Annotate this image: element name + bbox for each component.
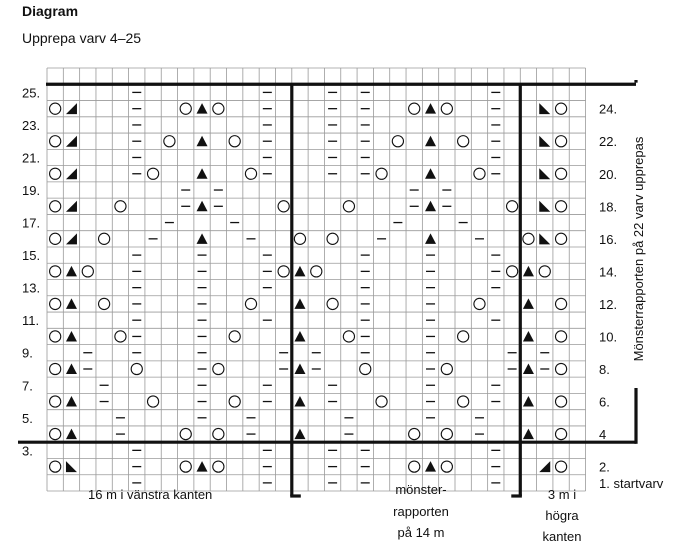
row-label-right: 16. [599, 231, 618, 247]
yarn-over-icon [409, 103, 420, 114]
yarn-over-icon [555, 103, 566, 114]
centered-decrease-icon [197, 461, 208, 472]
centered-decrease-icon [66, 266, 77, 277]
centered-decrease-icon [197, 103, 208, 114]
row-label-right: 24. [599, 101, 618, 117]
yarn-over-icon [327, 233, 338, 244]
yarn-over-icon [523, 233, 534, 244]
yarn-over-icon [441, 428, 452, 439]
left-edge-label: 16 m i vänstra kanten [88, 487, 213, 502]
centered-decrease-icon [294, 396, 305, 407]
row-label-left: 3. [22, 443, 33, 459]
right-edge-label-line-2: högra [545, 508, 579, 523]
centered-decrease-icon [523, 298, 534, 309]
row-label-right: 2. [599, 459, 610, 475]
yarn-over-icon [50, 298, 61, 309]
centered-decrease-icon [425, 233, 436, 244]
yarn-over-icon [474, 168, 485, 179]
row-label-left: 7. [22, 378, 33, 394]
row-label-right: 14. [599, 264, 618, 280]
centered-decrease-icon [523, 429, 534, 440]
yarn-over-icon [555, 136, 566, 147]
yarn-over-icon [115, 201, 126, 212]
row-label-left: 25. [22, 85, 41, 101]
ssk-icon [539, 233, 550, 244]
ssk-icon [539, 103, 550, 114]
yarn-over-icon [50, 363, 61, 374]
yarn-over-icon [245, 168, 256, 179]
row-label-left: 11. [22, 313, 40, 329]
yarn-over-icon [213, 428, 224, 439]
centered-decrease-icon [523, 266, 534, 277]
row-label-right: 22. [599, 134, 618, 150]
row-label-right: 12. [599, 296, 618, 312]
k2tog-icon [66, 103, 77, 114]
centered-decrease-icon [294, 363, 305, 374]
yarn-over-icon [507, 201, 518, 212]
k2tog-icon [66, 168, 77, 179]
yarn-over-icon [50, 396, 61, 407]
centered-decrease-icon [425, 168, 436, 179]
yarn-over-icon [131, 363, 142, 374]
k2tog-icon [66, 136, 77, 147]
yarn-over-icon [555, 233, 566, 244]
yarn-over-icon [147, 168, 158, 179]
row-labels [22, 85, 664, 490]
row-label-left: 23. [22, 117, 41, 133]
yarn-over-icon [50, 461, 61, 472]
yarn-over-icon [555, 396, 566, 407]
yarn-over-icon [213, 363, 224, 374]
centered-decrease-icon [523, 396, 534, 407]
row-label-left: 19. [22, 183, 41, 199]
yarn-over-icon [555, 461, 566, 472]
yarn-over-icon [392, 136, 403, 147]
centered-decrease-icon [294, 429, 305, 440]
yarn-over-icon [213, 103, 224, 114]
centered-decrease-icon [66, 363, 77, 374]
yarn-over-icon [458, 136, 469, 147]
row-label-left: 5. [22, 410, 33, 426]
yarn-over-icon [441, 363, 452, 374]
yarn-over-icon [376, 168, 387, 179]
row-label-right: 1. startvarv [599, 475, 664, 491]
yarn-over-icon [147, 396, 158, 407]
centered-decrease-icon [294, 298, 305, 309]
diagram-title: Diagram [22, 3, 79, 19]
centered-decrease-icon [66, 298, 77, 309]
repeat-label-line-3: på 14 m [397, 525, 445, 540]
centered-decrease-icon [294, 266, 305, 277]
yarn-over-icon [180, 103, 191, 114]
yarn-over-icon [409, 461, 420, 472]
row-label-right: 8. [599, 361, 610, 377]
yarn-over-icon [213, 461, 224, 472]
yarn-over-icon [50, 168, 61, 179]
yarn-over-icon [539, 266, 550, 277]
centered-decrease-icon [66, 396, 77, 407]
row-label-right: 18. [599, 199, 618, 215]
yarn-over-icon [50, 136, 61, 147]
yarn-over-icon [278, 201, 289, 212]
centered-decrease-icon [66, 331, 77, 342]
yarn-over-icon [555, 168, 566, 179]
yarn-over-icon [229, 136, 240, 147]
yarn-over-icon [555, 363, 566, 374]
centered-decrease-icon [197, 201, 208, 212]
yarn-over-icon [327, 298, 338, 309]
yarn-over-icon [245, 298, 256, 309]
centered-decrease-icon [197, 136, 208, 147]
yarn-over-icon [311, 266, 322, 277]
centered-decrease-icon [425, 136, 436, 147]
centered-decrease-icon [66, 429, 77, 440]
yarn-over-icon [555, 331, 566, 342]
yarn-over-icon [360, 363, 371, 374]
yarn-over-icon [343, 201, 354, 212]
k2tog-icon [539, 461, 550, 472]
ssk-icon [539, 168, 550, 179]
centered-decrease-icon [197, 168, 208, 179]
centered-decrease-icon [425, 103, 436, 114]
repeat-label-line-2: rapporten [393, 504, 449, 519]
yarn-over-icon [507, 266, 518, 277]
yarn-over-icon [99, 298, 110, 309]
ssk-icon [539, 201, 550, 212]
row-label-right: 20. [599, 166, 618, 182]
yarn-over-icon [474, 298, 485, 309]
k2tog-icon [66, 201, 77, 212]
centered-decrease-icon [425, 201, 436, 212]
yarn-over-icon [555, 428, 566, 439]
repeat-label-line-1: mönster- [395, 482, 447, 497]
yarn-over-icon [164, 136, 175, 147]
yarn-over-icon [229, 396, 240, 407]
yarn-over-icon [441, 103, 452, 114]
right-edge-label-line-1: 3 m i [547, 487, 577, 502]
yarn-over-icon [294, 233, 305, 244]
yarn-over-icon [99, 233, 110, 244]
row-label-left: 21. [22, 150, 41, 166]
yarn-over-icon [82, 266, 93, 277]
k2tog-icon [66, 233, 77, 244]
ssk-icon [66, 461, 77, 472]
row-label-left: 9. [22, 345, 33, 361]
yarn-over-icon [343, 331, 354, 342]
grid-lines [47, 68, 586, 491]
yarn-over-icon [441, 461, 452, 472]
row-label-left: 15. [22, 248, 41, 264]
centered-decrease-icon [425, 461, 436, 472]
yarn-over-icon [50, 331, 61, 342]
yarn-over-icon [458, 396, 469, 407]
repeat-vertical-label: Mönsterrapporten på 22 varv upprepas [631, 136, 646, 362]
yarn-over-icon [115, 331, 126, 342]
yarn-over-icon [458, 331, 469, 342]
yarn-over-icon [180, 461, 191, 472]
yarn-over-icon [278, 266, 289, 277]
centered-decrease-icon [197, 233, 208, 244]
yarn-over-icon [180, 428, 191, 439]
yarn-over-icon [50, 233, 61, 244]
ssk-icon [539, 136, 550, 147]
yarn-over-icon [376, 396, 387, 407]
row-label-right: 6. [599, 394, 610, 410]
centered-decrease-icon [523, 331, 534, 342]
diagram-subtitle: Upprepa varv 4–25 [22, 30, 142, 46]
yarn-over-icon [50, 428, 61, 439]
row-label-right: 4 [599, 427, 607, 443]
yarn-over-icon [555, 201, 566, 212]
centered-decrease-icon [523, 363, 534, 374]
row-label-left: 13. [22, 280, 41, 296]
yarn-over-icon [50, 201, 61, 212]
row-label-right: 10. [599, 329, 618, 345]
yarn-over-icon [229, 331, 240, 342]
yarn-over-icon [50, 266, 61, 277]
right-edge-label-line-3: kanten [542, 529, 582, 544]
centered-decrease-icon [294, 331, 305, 342]
yarn-over-icon [555, 298, 566, 309]
row-label-left: 17. [22, 215, 41, 231]
yarn-over-icon [50, 103, 61, 114]
yarn-over-icon [409, 428, 420, 439]
